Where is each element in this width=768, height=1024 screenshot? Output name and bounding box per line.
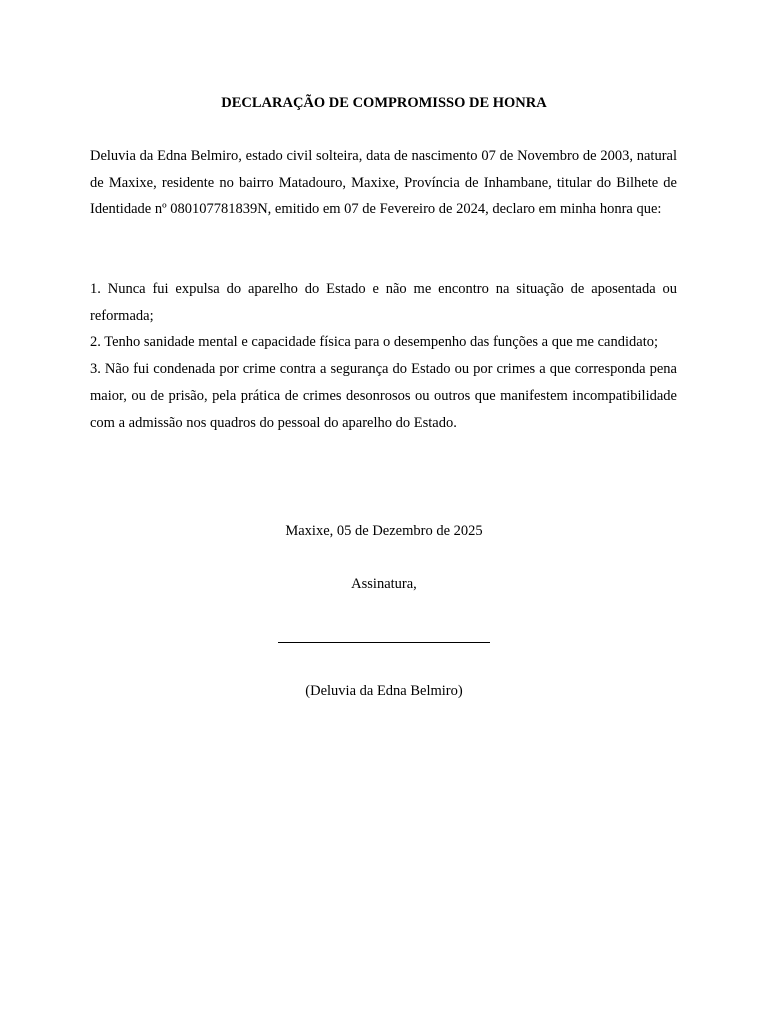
place-date: Maxixe, 05 de Dezembro de 2025 xyxy=(285,523,483,539)
intro-paragraph: Deluvia da Edna Belmiro, estado civil solteira, data de nascimento 07 de Novembro de 2003, natural de Maxixe, residente no bairro Matadouro, Maxixe, Província de Inhambane, titular do Bilhete de Identidade nº 080107781839N, emitido em 07 de Fevereiro de 2024, declaro em minha honra que: xyxy=(90,148,677,218)
clause-3: 3. Não fui condenada por crime contra a segurança do Estado ou por crimes a que corresponda pena maior, ou de prisão, pela prática de crimes desonrosos ou outros que manifestem incompatibilidade com a admissão nos quadros do pessoal do aparelho do Estado. xyxy=(90,361,677,431)
document-title: DECLARAÇÃO DE COMPROMISSO DE HONRA xyxy=(221,95,547,111)
signature-line xyxy=(278,642,490,643)
signatory-name: (Deluvia da Edna Belmiro) xyxy=(305,683,463,699)
clause-1: 1. Nunca fui expulsa do aparelho do Estado e não me encontro na situação de aposentada ou reformada; xyxy=(90,281,677,324)
clauses-list xyxy=(90,276,677,436)
clause-2: 2. Tenho sanidade mental e capacidade física para o desempenho das funções a que me candidato; xyxy=(90,334,659,351)
signature-label: Assinatura, xyxy=(351,576,417,592)
